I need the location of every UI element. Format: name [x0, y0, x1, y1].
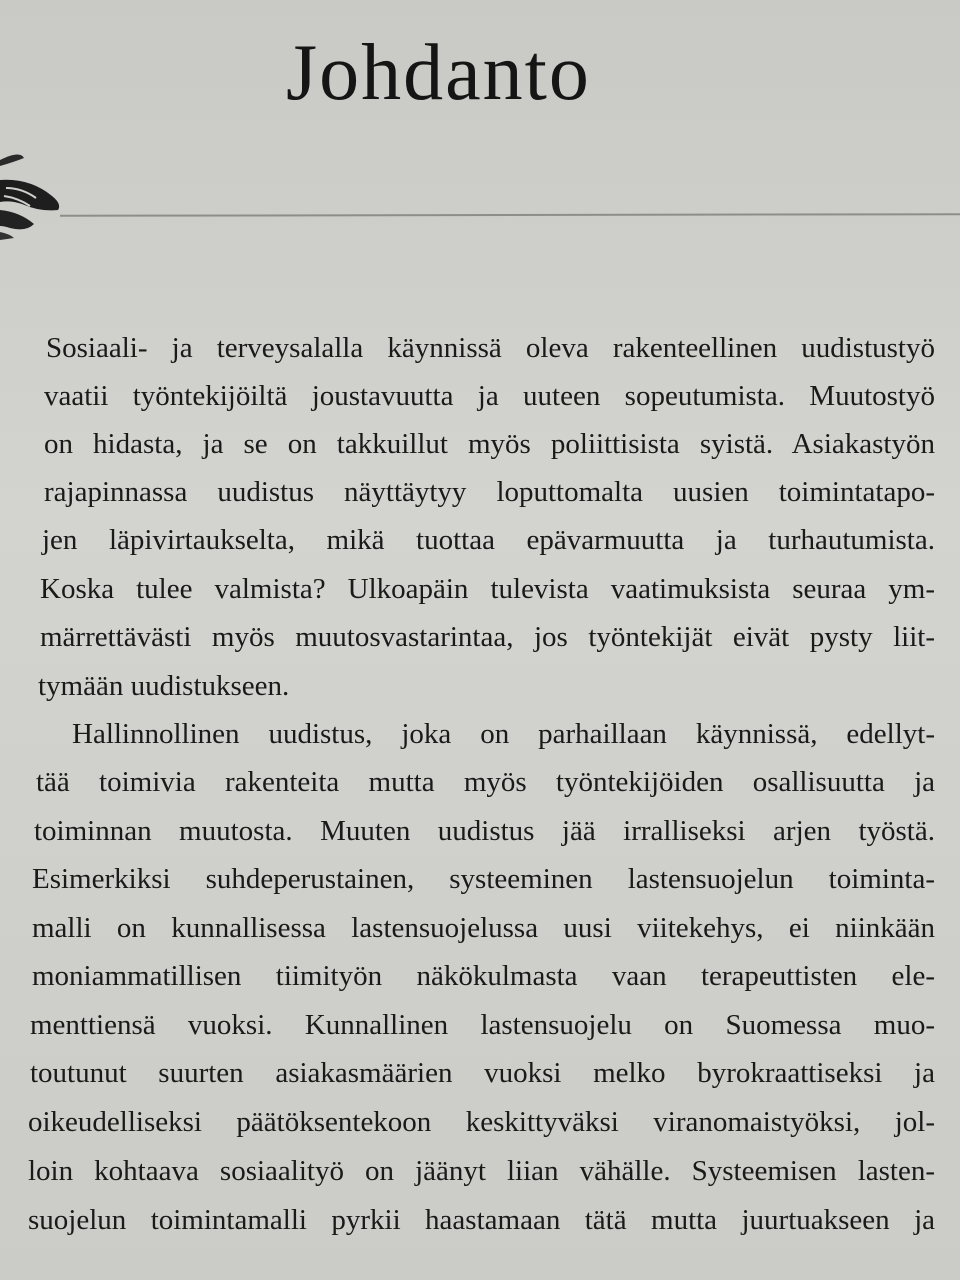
text-line: tää toimivia rakenteita mutta myös työntekijöiden osallisuutta ja — [36, 766, 935, 798]
text-line: loin kohtaava sosiaalityö on jäänyt liian vähälle. Systeemisen lasten- — [28, 1155, 935, 1187]
text-line: toutunut suurten asiakasmäärien vuoksi melko byrokraattiseksi ja — [30, 1057, 935, 1089]
text-line: toiminnan muutosta. Muuten uudistus jää irralliseksi arjen työstä. — [34, 815, 935, 847]
text-line: rajapinnassa uudistus näyttäytyy loputtomalta uusien toimintatapo- — [44, 476, 935, 508]
text-line: Hallinnollinen uudistus, joka on parhaillaan käynnissä, edellyt- — [72, 718, 935, 750]
text-line: moniammatillisen tiimityön näkökulmasta vaan terapeuttisten ele- — [32, 960, 935, 992]
text-line: on hidasta, ja se on takkuillut myös poliittisista syistä. Asiakastyön — [44, 428, 935, 460]
text-line: menttiensä vuoksi. Kunnallinen lastensuojelu on Suomessa muo- — [30, 1009, 935, 1041]
text-line: oikeudelliseksi päätöksentekoon keskittyväksi viranomaistyöksi, jol- — [28, 1106, 935, 1138]
text-line: Esimerkiksi suhdeperustainen, systeeminen lastensuojelun toiminta- — [32, 863, 935, 895]
chapter-title: Johdanto — [286, 29, 591, 117]
text-line: märrettävästi myös muutosvastarintaa, jos työntekijät eivät pysty liit- — [40, 621, 935, 653]
text-line: Sosiaali- ja terveysalalla käynnissä oleva rakenteellinen uudistustyö — [46, 332, 935, 364]
text-line: malli on kunnallisessa lastensuojelussa uusi viitekehys, ei niinkään — [32, 912, 935, 944]
text-line: Koska tulee valmista? Ulkoapäin tulevista vaatimuksista seuraa ym- — [40, 573, 935, 605]
text-line: tymään uudistukseen. — [38, 670, 290, 702]
text-line: vaatii työntekijöiltä joustavuutta ja uuteen sopeutumista. Muutostyö — [44, 380, 935, 412]
text-line: suojelun toimintamalli pyrkii haastamaan tätä mutta juurtuakseen ja — [28, 1204, 935, 1236]
text-line: jen läpivirtaukselta, mikä tuottaa epävarmuutta ja turhautumista. — [42, 524, 935, 556]
